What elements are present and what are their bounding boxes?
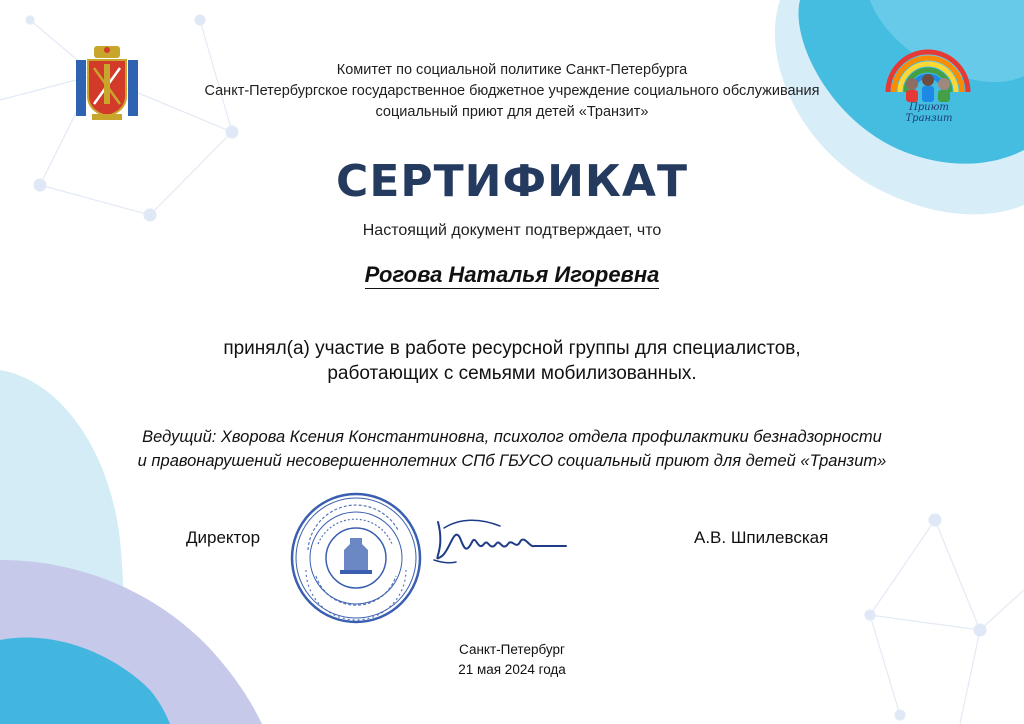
header-institution: Санкт-Петербургское государственное бюджетное учреждение социального обслуживания <box>204 83 820 99</box>
right-logo-caption: Приют Транзит <box>905 102 953 124</box>
participation-line-2: работающих с семьями мобилизованных. <box>327 363 697 384</box>
recipient-name-wrapper <box>0 262 1024 288</box>
network-right <box>865 514 1024 724</box>
footer-date: 21 мая 2024 года <box>458 662 566 677</box>
confirm-text: Настоящий документ подтверждает, что <box>362 222 662 239</box>
header-committee: Комитет по социальной политике Санкт-Петербурга <box>336 62 688 78</box>
certificate-title: СЕРТИФИКАТ <box>336 156 688 207</box>
leader-line-1: Ведущий: Хворова Ксения Константиновна, психолог отдела профилактики безнадзорности <box>142 428 882 446</box>
leader-text <box>0 425 1024 473</box>
leader-line-2: и правонарушений несовершеннолетних СПб ГБУСО социальный приют для детей «Транзит» <box>137 452 887 470</box>
footer-city: Санкт-Петербург <box>459 642 565 657</box>
participation-line-1: принял(а) участие в работе ресурсной группы для специалистов, <box>223 338 801 359</box>
participation-text <box>0 336 1024 386</box>
director-label: Директор <box>186 528 261 547</box>
footer <box>0 640 1024 680</box>
handwritten-signature-icon <box>420 512 570 568</box>
director-name: А.В. Шпилевская <box>694 528 829 547</box>
official-stamp-icon <box>288 490 424 626</box>
header-shelter: социальный приют для детей «Транзит» <box>375 104 649 120</box>
recipient-name: Рогова Наталья Игоревна <box>364 262 660 287</box>
